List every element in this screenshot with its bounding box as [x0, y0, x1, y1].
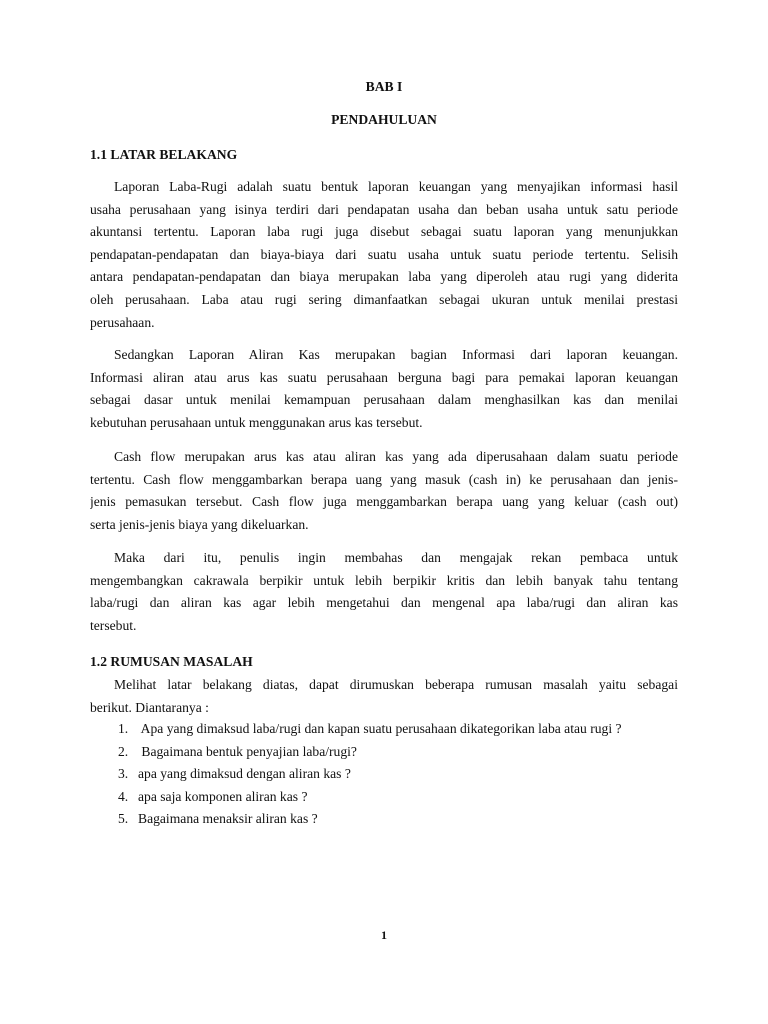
paragraph-aliran-kas [90, 344, 678, 434]
paragraph-maka-dari-itu [90, 547, 678, 637]
text-line: mengembangkan cakrawala berpikir untuk lebih berpikir kritis dan lebih banyak tahu tentang [90, 572, 678, 588]
text-line: Sedangkan Laporan Aliran Kas merupakan bagian Informasi dari laporan keuangan. [114, 347, 678, 362]
text-line: sebagai dasar untuk menilai kemampuan perusahaan dalam menghasilkan kas dan menilai [90, 392, 678, 408]
list-text: Apa yang dimaksud laba/rugi dan kapan suatu perusahaan dikategorikan laba atau rugi ? [140, 721, 622, 736]
text-line: pendapatan-pendapatan dan biaya-biaya dari suatu usaha untuk suatu periode tertentu. Selisih [90, 246, 678, 262]
text-line: perusahaan. [90, 314, 155, 330]
text-line: tersebut. [90, 617, 137, 633]
text-line: laba/rugi dan aliran kas agar lebih mengetahui dan mengenal apa laba/rugi dan aliran kas [90, 595, 678, 611]
list-item [90, 763, 678, 786]
text-line: Maka dari itu, penulis ingin membahas dan mengajak rekan pembaca untuk [114, 550, 678, 565]
list-number: 5. [118, 811, 129, 827]
list-item [90, 808, 678, 831]
section-heading-latar-belakang: 1.1 LATAR BELAKANG [90, 147, 238, 162]
list-item [90, 718, 678, 741]
text-line: serta jenis-jenis biaya yang dikeluarkan. [90, 516, 309, 532]
list-item [90, 741, 678, 764]
page-number: 1 [381, 928, 387, 942]
text-line: tertentu. Cash flow menggambarkan berapa uang yang masuk (cash in) ke perusahaan dan jenis- [90, 471, 678, 487]
text-line: oleh perusahaan. Laba atau rugi sering dimanfaatkan sebagai ukuran untuk menilai prestasi [90, 291, 678, 307]
text-line: berikut. Diantaranya : [90, 699, 209, 715]
list-item [90, 786, 678, 809]
text-line: Informasi aliran atau arus kas suatu perusahaan berguna bagi para pemakai laporan keuangan [90, 369, 678, 385]
paragraph-rumusan-intro [90, 674, 678, 719]
list-number: 2. [118, 743, 129, 759]
list-text: Bagaimana bentuk penyajian laba/rugi? [141, 743, 357, 759]
text-line: kebutuhan perusahaan untuk menggunakan arus kas tersebut. [90, 414, 423, 430]
text-line: Cash flow merupakan arus kas atau aliran kas yang ada diperusahaan dalam suatu periode [114, 449, 678, 464]
text-line: akuntansi tertentu. Laporan laba rugi juga disebut sebagai suatu laporan yang menunjukkan [90, 224, 678, 240]
problem-list [90, 718, 678, 831]
text-line: antara pendapatan-pendapatan dan biaya merupakan laba yang diperoleh atau rugi yang diderita [90, 269, 678, 285]
text-line: usaha perusahaan yang isinya terdiri dari pendapatan usaha dan beban usaha untuk satu periode [90, 201, 678, 217]
chapter-number: BAB I [365, 79, 403, 94]
chapter-title: PENDAHULUAN [331, 112, 437, 127]
list-text: apa yang dimaksud dengan aliran kas ? [138, 766, 351, 782]
paragraph-laba-rugi [90, 176, 678, 334]
text-line: Laporan Laba-Rugi adalah suatu bentuk laporan keuangan yang menyajikan informasi hasil [114, 179, 678, 194]
text-line: Melihat latar belakang diatas, dapat dirumuskan beberapa rumusan masalah yaitu sebagai [114, 677, 678, 692]
section-heading-rumusan-masalah: 1.2 RUMUSAN MASALAH [90, 654, 253, 669]
list-number: 3. [118, 766, 129, 782]
list-text: apa saja komponen aliran kas ? [138, 788, 308, 804]
list-number: 4. [118, 788, 129, 804]
list-text: Bagaimana menaksir aliran kas ? [138, 811, 318, 827]
text-line: jenis pemasukan tersebut. Cash flow juga menggambarkan berapa uang yang keluar (cash out) [90, 494, 678, 510]
paragraph-cash-flow [90, 446, 678, 536]
list-number: 1. [118, 721, 129, 736]
